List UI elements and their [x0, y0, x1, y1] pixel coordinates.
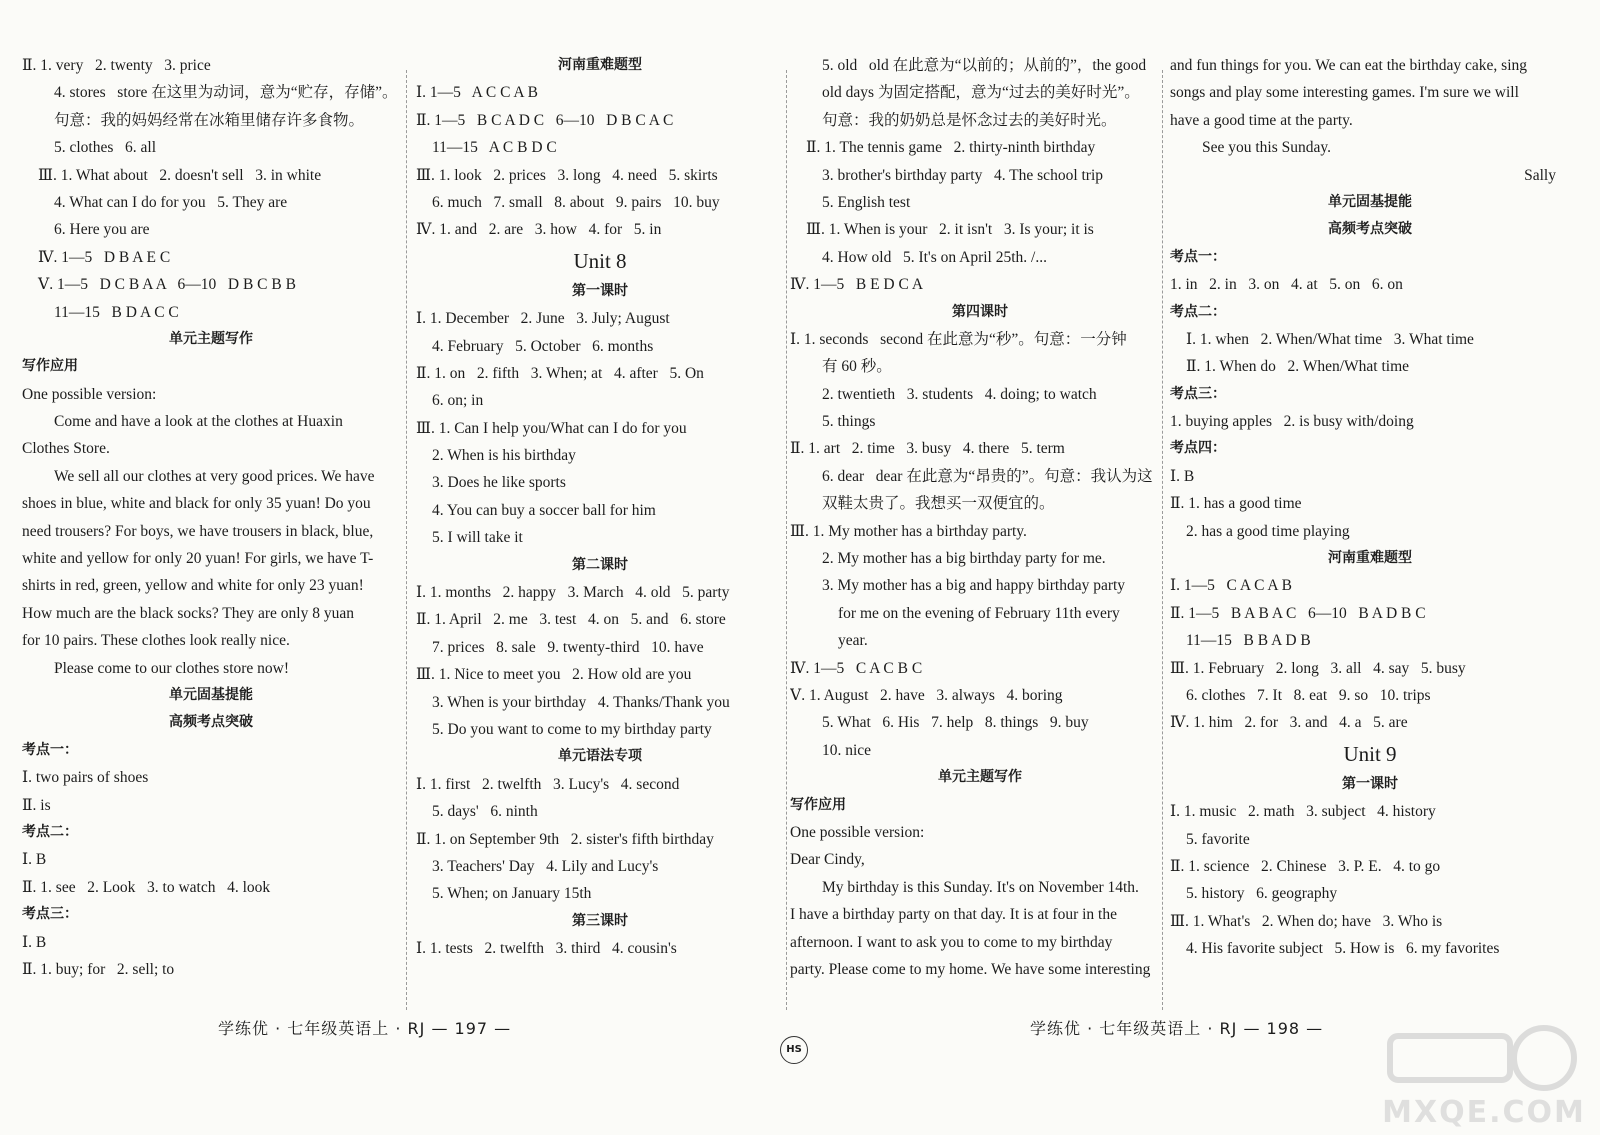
column-divider — [1162, 70, 1163, 1010]
answer-line: 1. buying apples 2. is busy with/doing — [1170, 413, 1414, 431]
column-4 — [1170, 52, 1570, 963]
section-heading: 高频考点突破 — [1328, 221, 1412, 238]
answer-line: 3. Teachers' Day 4. Lily and Lucy's — [432, 857, 659, 875]
answer-line: Ⅲ. 1. When is your 2. it isn't 3. Is your; it is — [806, 221, 1094, 239]
answer-line: Ⅰ. 1. months 2. happy 3. March 4. old 5. party — [416, 584, 730, 602]
section-label: 写作应用 — [22, 358, 78, 375]
answer-line: Ⅳ. 1. him 2. for 3. and 4. a 5. are — [1170, 714, 1408, 732]
section-heading: 单元语法专项 — [558, 748, 642, 765]
answer-line: 5. Do you want to come to my birthday party — [432, 720, 712, 738]
section-heading: 单元固基提能 — [169, 686, 253, 703]
answer-line: Ⅱ. 1. April 2. me 3. test 4. on 5. and 6. store — [416, 611, 726, 629]
answer-line: Ⅰ. 1. December 2. June 3. July; August — [416, 310, 670, 328]
answer-line: 6. dear dear 在此意为“昂贵的”。句意：我认为这 — [822, 467, 1153, 485]
answer-line: 2. twentieth 3. students 4. doing; to watch — [822, 385, 1097, 403]
answer-line: Ⅱ. 1. science 2. Chinese 3. P. E. 4. to go — [1170, 857, 1441, 875]
section-label: 考点一： — [1170, 248, 1226, 265]
answer-line: Ⅱ. 1. has a good time — [1170, 495, 1302, 513]
answer-line: Ⅰ. B — [22, 851, 47, 869]
answer-line: Ⅴ. 1. August 2. have 3. always 4. boring — [790, 686, 1063, 704]
answer-line: need trousers? For boys, we have trousers in black, blue, — [22, 522, 374, 540]
answer-line: 3. My mother has a big and happy birthday party — [822, 577, 1126, 595]
answer-line: 6. on; in — [432, 392, 484, 410]
section-heading: 第三课时 — [572, 912, 628, 929]
answer-line: Ⅱ. 1. see 2. Look 3. to watch 4. look — [22, 878, 271, 896]
answer-line: Ⅰ. B — [1170, 467, 1195, 485]
section-label: 考点四： — [1170, 440, 1226, 457]
answer-line: Dear Cindy, — [790, 851, 865, 869]
answer-line: party. Please come to my home. We have some interesting — [790, 960, 1151, 978]
answer-line: Ⅱ. 1. on September 9th 2. sister's fifth birthday — [416, 830, 714, 848]
answer-line: 2. My mother has a big birthday party for me. — [822, 550, 1106, 568]
answer-line: 5. old old 在此意为“以前的；从前的”，the good — [822, 57, 1147, 74]
answer-line: 4. stores store 在这里为动词，意为“贮存，存储”。 — [54, 84, 398, 102]
answer-line: Ⅳ. 1. and 2. are 3. how 4. for 5. in — [416, 221, 662, 239]
answer-line: Ⅰ. 1. first 2. twelfth 3. Lucy's 4. second — [416, 775, 680, 793]
section-label: 考点二： — [1170, 303, 1226, 320]
answer-line: old days 为固定搭配，意为“过去的美好时光”。 — [822, 84, 1140, 102]
answer-line: Ⅴ. 1—5 D C B A A 6—10 D B C B B — [38, 276, 296, 294]
answer-line: for 10 pairs. These clothes look really nice. — [22, 632, 290, 650]
answer-line: 5. history 6. geography — [1186, 885, 1338, 903]
column-divider — [406, 70, 407, 1010]
answer-line: Ⅲ. 1. Nice to meet you 2. How old are you — [416, 666, 692, 684]
answer-line: Ⅱ. 1. When do 2. When/What time — [1186, 358, 1410, 376]
watermark-site: MXQE.COM — [1382, 1095, 1586, 1130]
answer-line: We sell all our clothes at very good prices. We have — [54, 467, 375, 485]
answer-line: 4. How old 5. It's on April 25th. /... — [822, 248, 1047, 266]
section-heading: 单元主题写作 — [938, 769, 1022, 786]
answer-line: Ⅰ. 1. music 2. math 3. subject 4. history — [1170, 803, 1436, 821]
answer-line: Ⅱ. 1. very 2. twenty 3. price — [22, 57, 211, 74]
answer-line: Ⅱ. 1. on 2. fifth 3. When; at 4. after 5. On — [416, 364, 704, 382]
answer-line: 双鞋太贵了。我想买一双便宜的。 — [822, 495, 1055, 513]
answer-line: Ⅲ. 1. Can I help you/What can I do for you — [416, 419, 687, 437]
answer-line: Ⅱ. 1. buy; for 2. sell; to — [22, 960, 175, 978]
answer-line: See you this Sunday. — [1202, 139, 1332, 157]
answer-line: 10. nice — [822, 741, 872, 759]
answer-line: 5. What 6. His 7. help 8. things 9. buy — [822, 714, 1089, 732]
section-label: 写作应用 — [790, 796, 846, 813]
unit-title: Unit 8 — [573, 248, 627, 273]
answer-line: One possible version: — [22, 385, 157, 403]
section-heading: 第二课时 — [572, 556, 628, 573]
answer-line: Ⅳ. 1—5 C A C B C — [790, 659, 923, 677]
section-label: 考点三： — [22, 906, 78, 923]
answer-line: for me on the evening of February 11th every — [838, 604, 1120, 622]
answer-line: Ⅰ. 1. seconds second 在此意为“秒”。句意：一分钟 — [790, 330, 1127, 348]
answer-line: 5. clothes 6. all — [54, 139, 157, 157]
answer-line: 3. brother's birthday party 4. The school trip — [822, 166, 1104, 184]
answer-line: How much are the black socks? They are only 8 yuan — [22, 604, 354, 622]
answer-line: Ⅳ. 1—5 B E D C A — [790, 276, 924, 294]
answer-line: Ⅰ. two pairs of shoes — [22, 769, 149, 787]
answer-line: Ⅰ. B — [22, 933, 47, 951]
section-heading: 第一课时 — [572, 282, 628, 299]
answer-line: 2. has a good time playing — [1186, 522, 1350, 540]
answer-line: 5. When; on January 15th — [432, 885, 592, 903]
section-heading: 河南重难题型 — [1328, 550, 1412, 567]
answer-line: Ⅱ. 1. The tennis game 2. thirty-ninth birthday — [806, 139, 1096, 157]
answer-line: 4. February 5. October 6. months — [432, 337, 654, 355]
answer-line: Ⅲ. 1. look 2. prices 3. long 4. need 5. skirts — [416, 166, 718, 184]
answer-line: Ⅲ. 1. What's 2. When do; have 3. Who is — [1170, 912, 1443, 930]
page-footer-left: 学练优 · 七年级英语上 · RJ — 197 — — [218, 1019, 512, 1038]
answer-line: 11—15 B B A D B — [1186, 632, 1311, 650]
answer-line: 2. When is his birthday — [432, 447, 576, 465]
answer-line: Ⅱ. 1—5 B A B A C 6—10 B A D B C — [1170, 604, 1426, 622]
answer-line: shoes in blue, white and black for only 35 yuan! Do you — [22, 495, 371, 513]
answer-line: 4. His favorite subject 5. How is 6. my favorites — [1186, 940, 1500, 958]
answer-line: Ⅰ. 1—5 C A C A B — [1170, 577, 1292, 595]
answer-line: Ⅲ. 1. My mother has a birthday party. — [790, 522, 1027, 540]
answer-line: have a good time at the party. — [1170, 111, 1353, 129]
column-1 — [22, 52, 400, 983]
answer-line: Ⅰ. 1. tests 2. twelfth 3. third 4. cousin's — [416, 940, 677, 958]
answer-line: 5. days' 6. ninth — [432, 803, 538, 821]
answer-line: 11—15 B D A C C — [54, 303, 179, 321]
answer-line: Ⅳ. 1—5 D B A E C — [38, 248, 171, 266]
answer-line: 3. Does he like sports — [432, 474, 566, 492]
section-heading: 高频考点突破 — [169, 714, 253, 731]
answer-line: 句意：我的妈妈经常在冰箱里储存许多食物。 — [54, 111, 365, 129]
section-heading: 单元固基提能 — [1328, 193, 1412, 210]
answer-line: 句意：我的奶奶总是怀念过去的美好时光。 — [822, 111, 1117, 129]
signature: Sally — [1524, 166, 1556, 184]
section-heading: 第一课时 — [1342, 775, 1398, 792]
answer-line: Clothes Store. — [22, 440, 110, 458]
answer-line: Ⅲ. 1. What about 2. doesn't sell 3. in white — [38, 166, 322, 184]
answer-line: 1. in 2. in 3. on 4. at 5. on 6. on — [1170, 276, 1403, 294]
section-label: 考点二： — [22, 823, 78, 840]
answer-line: Please come to our clothes store now! — [54, 659, 290, 677]
answer-line: 3. When is your birthday 4. Thanks/Thank you — [432, 693, 730, 711]
answer-line: 6. Here you are — [54, 221, 150, 239]
section-label: 考点三： — [1170, 385, 1226, 402]
section-label: 考点一： — [22, 741, 78, 758]
answer-line: 5. English test — [822, 193, 911, 211]
answer-line: Ⅰ. 1. when 2. When/What time 3. What time — [1186, 330, 1474, 348]
answer-line: 7. prices 8. sale 9. twenty-third 10. have — [432, 638, 704, 656]
section-heading: 单元主题写作 — [169, 330, 253, 347]
watermark — [1372, 1018, 1596, 1130]
page-footer-right: 学练优 · 七年级英语上 · RJ — 198 — — [1030, 1019, 1324, 1038]
answer-line: Ⅱ. is — [22, 796, 51, 814]
section-heading: 河南重难题型 — [558, 57, 642, 73]
answer-line: 5. I will take it — [432, 529, 523, 547]
unit-title: Unit 9 — [1343, 741, 1397, 766]
answer-line: 4. What can I do for you 5. They are — [54, 193, 288, 211]
column-3 — [790, 52, 1170, 983]
answer-line: afternoon. I want to ask you to come to my birthday — [790, 933, 1113, 951]
column-2 — [416, 52, 784, 963]
answer-line: Come and have a look at the clothes at Huaxin — [54, 413, 343, 431]
answer-line: Ⅱ. 1. art 2. time 3. busy 4. there 5. term — [790, 440, 1065, 458]
answer-line: I have a birthday party on that day. It is at four in the — [790, 906, 1117, 924]
answer-line: 4. You can buy a soccer ball for him — [432, 501, 656, 519]
answer-line: year. — [838, 632, 868, 650]
answer-line: 6. clothes 7. It 8. eat 9. so 10. trips — [1186, 686, 1431, 704]
answer-line: My birthday is this Sunday. It's on November 14th. — [822, 878, 1139, 896]
answer-line: 有 60 秒。 — [822, 358, 892, 376]
answer-line: 5. things — [822, 413, 876, 431]
answer-line: One possible version: — [790, 823, 925, 841]
answer-line: 6. much 7. small 8. about 9. pairs 10. buy — [432, 193, 720, 211]
answer-line: Ⅱ. 1—5 B C A D C 6—10 D B C A C — [416, 111, 674, 129]
answer-line: and fun things for you. We can eat the birthday cake, sing — [1170, 57, 1528, 74]
answer-line: 11—15 A C B D C — [432, 139, 557, 157]
answer-line: Ⅲ. 1. February 2. long 3. all 4. say 5. busy — [1170, 659, 1466, 677]
answer-line: 5. favorite — [1186, 830, 1250, 848]
answer-line: Ⅰ. 1—5 A C C A B — [416, 84, 538, 102]
answer-line: shirts in red, green, yellow and white for only 23 yuan! — [22, 577, 364, 595]
spine-divider — [786, 70, 787, 1010]
publisher-logo: HS — [780, 1036, 808, 1064]
section-heading: 第四课时 — [952, 303, 1008, 320]
answer-line: white and yellow for only 20 yuan! For girls, we have T- — [22, 550, 374, 568]
answer-line: songs and play some interesting games. I'm sure we will — [1170, 84, 1519, 102]
